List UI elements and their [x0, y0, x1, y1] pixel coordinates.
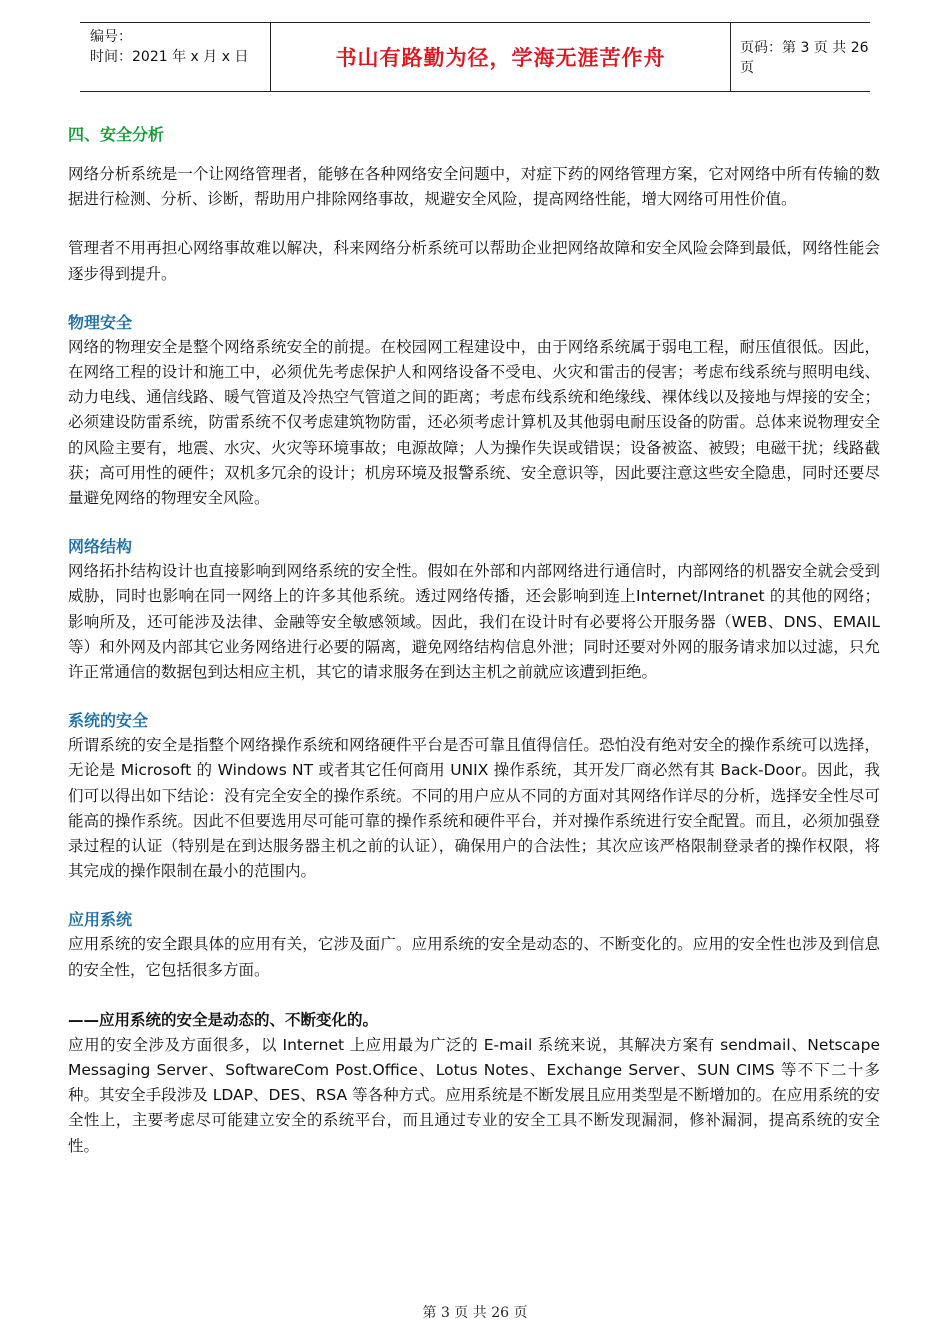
document-number-label: 编号：: [90, 29, 132, 45]
document-date: 时间：2021 年 x 月 x 日: [90, 49, 249, 65]
document-body: [68, 122, 880, 1159]
paragraph-dynamic-security: 应用的安全涉及方面很多，以 Internet 上应用最为广泛的 E-mail 系统来说，其解决方案有 sendmail、Netscape Messaging Server、SoftwareCom Post.Office、Lotus Notes、Exchange Server、SUN CIMS 等不下二十多种。其安全手段涉及 LDAP、DES、RSA 等各种方式。应用系统是不断发展且应用类型是不断增加的。在应用系统的安全性上，主要考虑尽可能建立安全的系统平台，而且通过专业的安全工具不断发现漏洞，修补漏洞，提高系统的安全性。: [68, 1035, 880, 1155]
header-page-info: 页码：第 3 页 共 26 页: [740, 40, 869, 76]
header-meta: [90, 27, 248, 67]
paragraph-physical-security: 网络的物理安全是整个网络系统安全的前提。在校园网工程建设中，由于网络系统属于弱电工程，耐压值很低。因此，在网络工程的设计和施工中，必须优先考虑保护人和网络设备不受电、火灾和雷击的侵害；考虑布线系统与照明电线、动力电线、通信线路、暖气管道及冷热空气管道之间的距离；考虑布线系统和绝缘线、裸体线以及接地与焊接的安全；必须建设防雷系统，防雷系统不仅考虑建筑物防雷，还必须考虑计算机及其他弱电耐压设备的防雷。总体来说物理安全的风险主要有，地震、水灾、火灾等环境事故；电源故障；人为操作失误或错误；设备被盗、被毁；电磁干扰；线路截获；高可用性的硬件；双机多冗余的设计；机房环境及报警系统、安全意识等，因此要注意这些安全隐患，同时还要尽量避免网络的物理安全风险。: [68, 337, 880, 508]
header-motto: 书山有路勤为径，学海无涯苦作舟: [335, 45, 666, 70]
page-header: [80, 22, 870, 92]
paragraph-intro-2: 管理者不用再担心网络事故难以解决，科来网络分析系统可以帮助企业把网络故障和安全风险会降到最低，网络性能会逐步得到提升。: [68, 239, 880, 283]
subheading-application-system: 应用系统: [68, 910, 133, 930]
subheading-system-security: 系统的安全: [68, 711, 149, 731]
page-footer: 第 3 页 共 26 页: [422, 1305, 528, 1321]
paragraph-network-structure: 网络拓扑结构设计也直接影响到网络系统的安全性。假如在外部和内部网络进行通信时，内部网络的机器安全就会受到威胁，同时也影响在同一网络上的许多其他系统。透过网络传播，还会影响到连上Internet/Intranet 的其他的网络；影响所及，还可能涉及法律、金融等安全敏感领域。因此，我们在设计时有必要将公开服务器（WEB、DNS、EMAIL 等）和外网及内部其它业务网络进行必要的隔离，避免网络结构信息外泄；同时还要对外网的服务请求加以过滤，只允许正常通信的数据包到达相应主机，其它的请求服务在到达主机之前就应该遭到拒绝。: [68, 562, 880, 682]
subheading-physical-security: 物理安全: [68, 312, 133, 332]
subheading-dynamic-security: ——应用系统的安全是动态的、不断变化的。: [68, 1010, 379, 1029]
paragraph-system-security: 所谓系统的安全是指整个网络操作系统和网络硬件平台是否可靠且值得信任。恐怕没有绝对安全的操作系统可以选择，无论是 Microsoft 的 Windows NT 或者其它任何商用 UNIX 操作系统，其开发厂商必然有其 Back-Door。因此，我们可以得出如下结论：没有完全安全的操作系统。不同的用户应从不同的方面对其网络作详尽的分析，选择安全性尽可能高的操作系统。因此不但要选用尽可能可靠的操作系统和硬件平台，并对操作系统进行安全配置。而且，必须加强登录过程的认证（特别是在到达服务器主机之前的认证），确保用户的合法性；其次应该严格限制登录者的操作权限，将其完成的操作限制在最小的范围内。: [68, 736, 880, 881]
paragraph-application-system: 应用系统的安全跟具体的应用有关，它涉及面广。应用系统的安全是动态的、不断变化的。应用的安全性也涉及到信息的安全性，它包括很多方面。: [68, 935, 880, 979]
section-heading-security-analysis: 四、安全分析: [68, 125, 165, 144]
header-divider: [730, 23, 731, 91]
paragraph-intro-1: 网络分析系统是一个让网络管理者，能够在各种网络安全问题中，对症下药的网络管理方案，它对网络中所有传输的数据进行检测、分析、诊断，帮助用户排除网络事故，规避安全风险，提高网络性能，增大网络可用性价值。: [68, 165, 880, 209]
subheading-network-structure: 网络结构: [68, 537, 133, 557]
